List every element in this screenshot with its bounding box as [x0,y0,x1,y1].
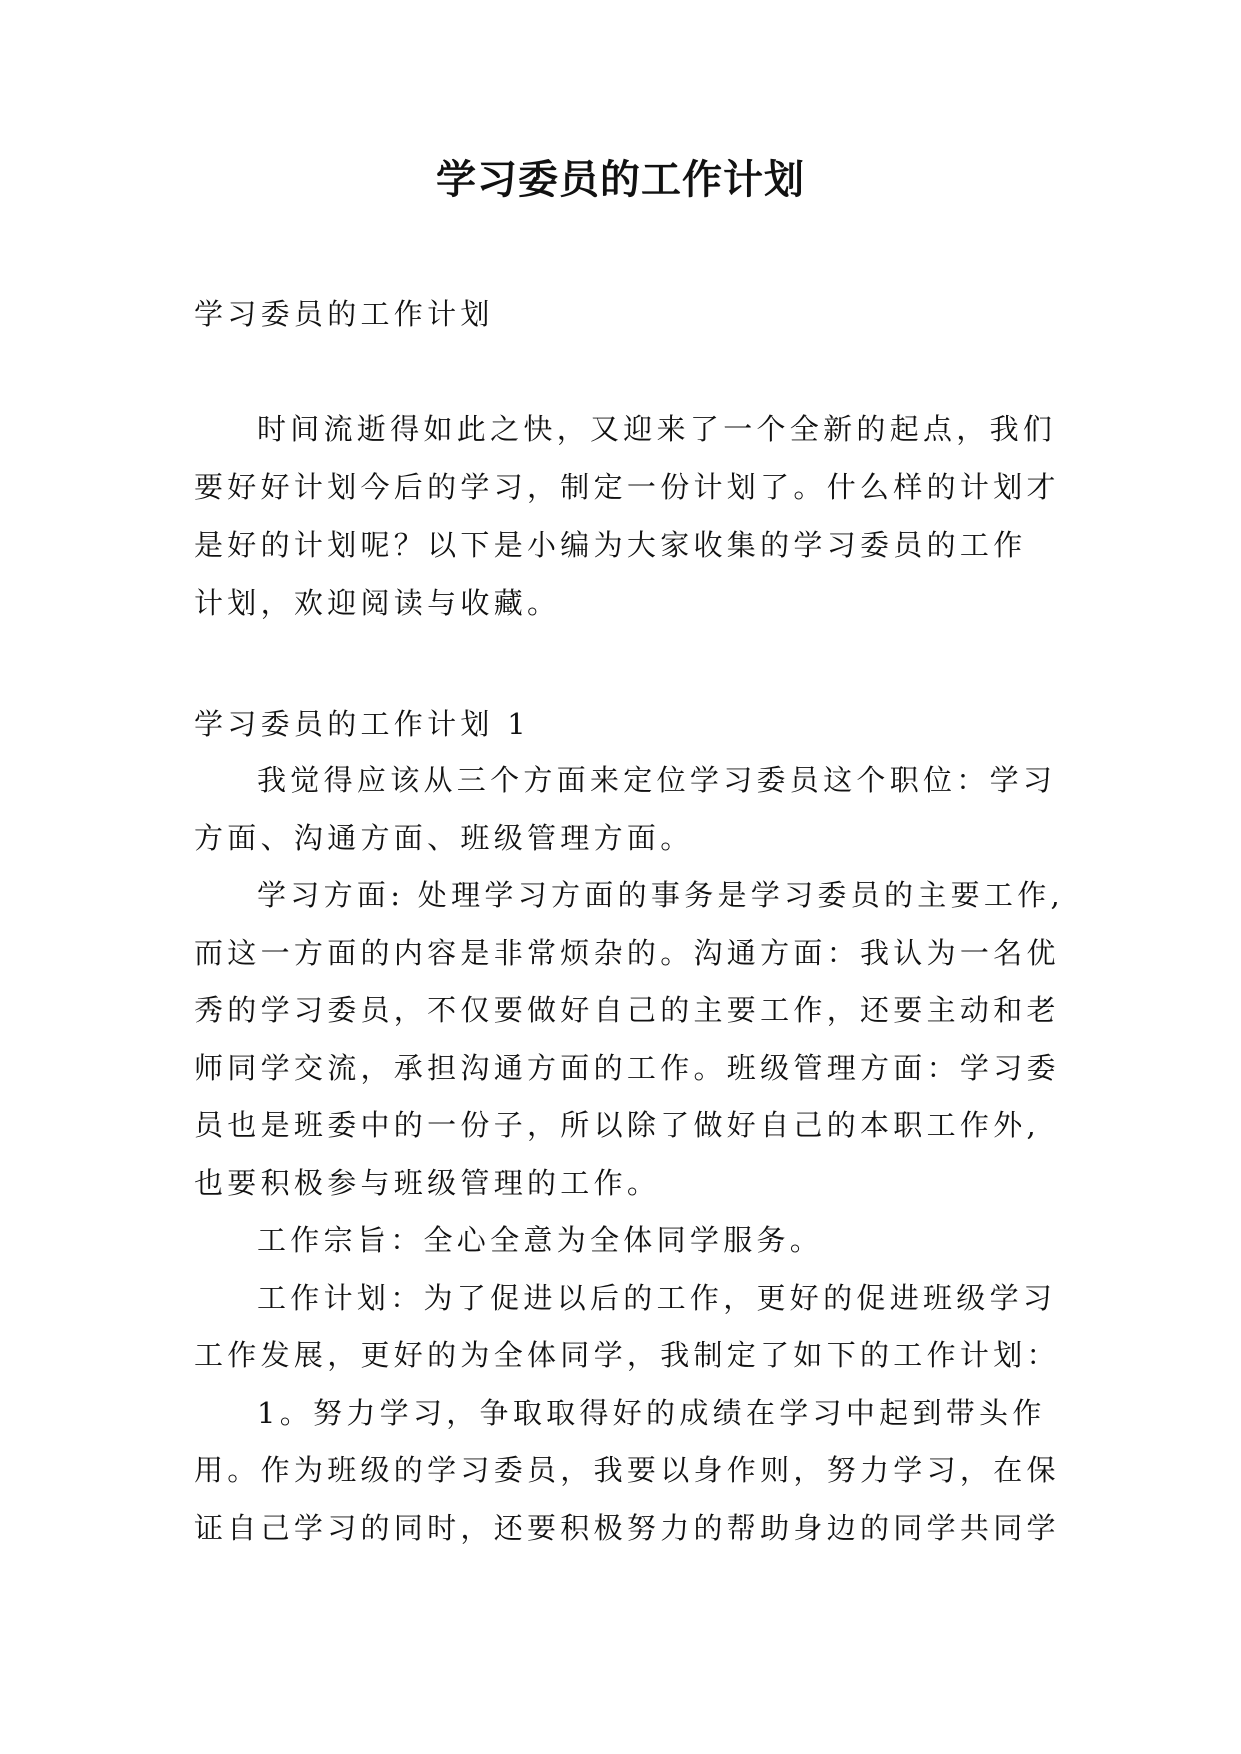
document-title: 学习委员的工作计划 [436,156,805,203]
body-line: 员也是班委中的一份子，所以除了做好自己的本职工作外, [194,1108,1041,1142]
body-line: 用。作为班级的学习委员，我要以身作则，努力学习，在保 [194,1453,1060,1487]
body-line: 师同学交流，承担沟通方面的工作。班级管理方面：学习委 [194,1051,1060,1085]
intro-line: 要好好计划今后的学习，制定一份计划了。什么样的计划才 [194,470,1060,504]
section-heading: 学习委员的工作计划 1 [194,707,530,741]
document-subtitle: 学习委员的工作计划 [194,297,494,331]
body-line: 也要积极参与班级管理的工作。 [194,1166,661,1200]
intro-line: 时间流逝得如此之快，又迎来了一个全新的起点，我们 [257,412,1057,446]
body-line: 工作计划：为了促进以后的工作，更好的促进班级学习 [257,1281,1057,1315]
body-line: 我觉得应该从三个方面来定位学习委员这个职位：学习 [257,763,1057,797]
body-line: 方面、沟通方面、班级管理方面。 [194,821,694,855]
intro-line: 是好的计划呢？以下是小编为大家收集的学习委员的工作 [194,528,1027,562]
body-line: 工作宗旨：全心全意为全体同学服务。 [257,1223,824,1257]
body-line: 学习方面: 处理学习方面的事务是学习委员的主要工作, [257,878,1065,912]
intro-line: 计划，欢迎阅读与收藏。 [194,586,561,620]
body-line: 证自己学习的同时，还要积极努力的帮助身边的同学共同学 [194,1511,1060,1545]
body-line: 而这一方面的内容是非常烦杂的。沟通方面：我认为一名优 [194,936,1060,970]
body-line: 1。努力学习，争取取得好的成绩在学习中起到带头作 [257,1396,1046,1430]
body-line: 秀的学习委员，不仅要做好自己的主要工作，还要主动和老 [194,993,1060,1027]
body-line: 工作发展，更好的为全体同学，我制定了如下的工作计划： [194,1338,1060,1372]
